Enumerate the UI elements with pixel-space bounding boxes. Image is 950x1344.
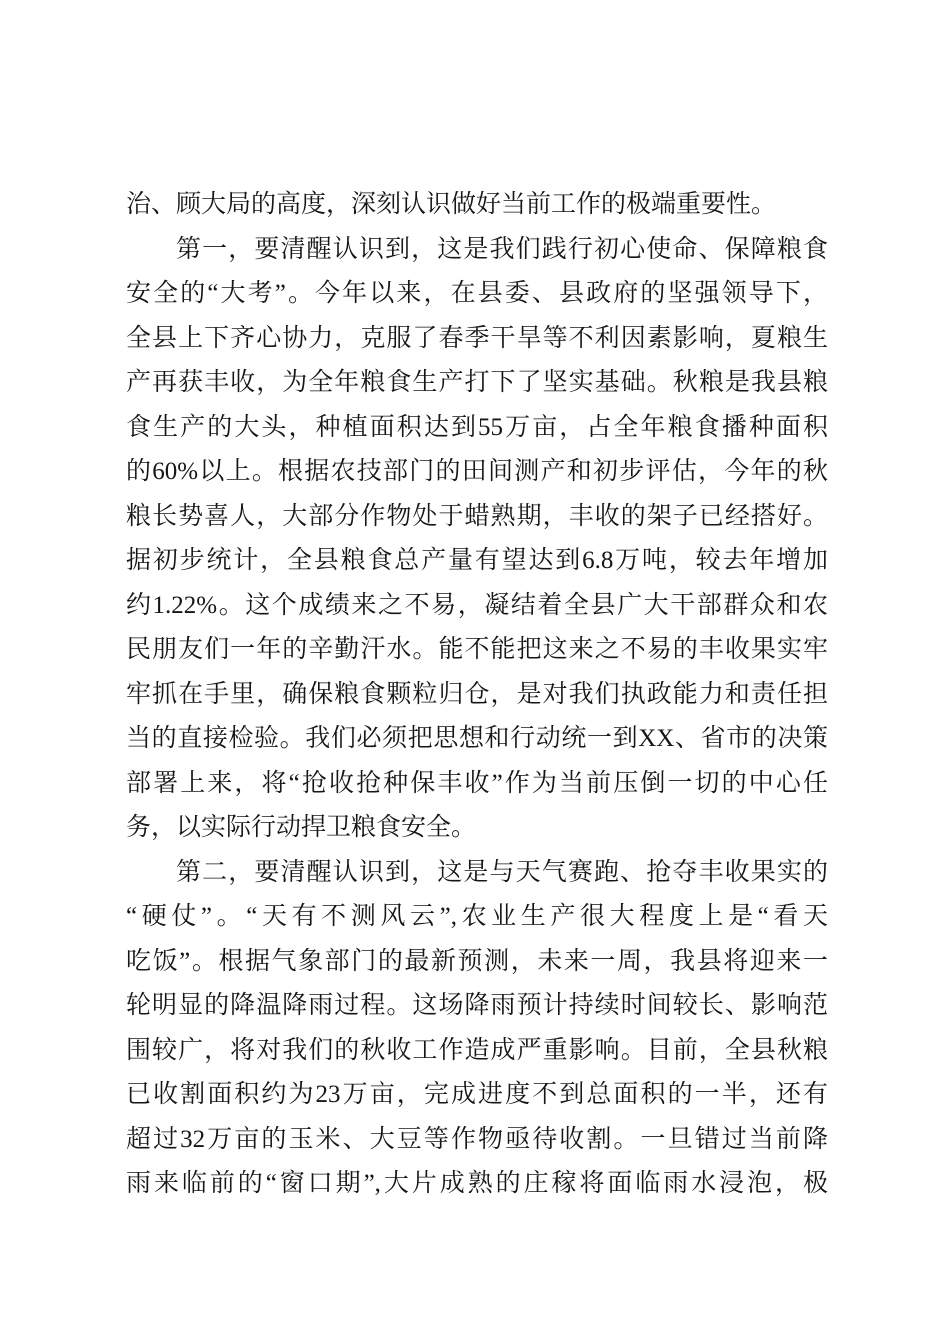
text-line: 第一，要清醒认识到，这是我们践行初心使命、保障粮食 <box>176 235 828 263</box>
text-line: 已收割面积约为23万亩，完成进度不到总面积的一半，还有 <box>126 1081 828 1108</box>
text-line: 安全的“大考”。今年以来，在县委、县政府的坚强领导下， <box>126 280 828 307</box>
text-line: 据初步统计，全县粮食总产量有望达到6.8万吨，较去年增加 <box>126 547 828 574</box>
text-line: 产再获丰收，为全年粮食生产打下了坚实基础。秋粮是我县粮 <box>126 369 828 396</box>
text-line: 食生产的大头，种植面积达到55万亩，占全年粮食播种面积 <box>126 413 828 441</box>
text-line: 粮长势喜人，大部分作物处于蜡熟期，丰收的架子已经搭好。 <box>126 502 828 530</box>
text-line: 第二，要清醒认识到，这是与天气赛跑、抢夺丰收果实的 <box>176 858 828 886</box>
text-line: 部署上来，将“抢收抢种保丰收”作为当前压倒一切的中心任 <box>126 769 828 797</box>
document-body <box>126 183 828 1207</box>
text-line: 的60%以上。根据农技部门的田间测产和初步评估，今年的秋 <box>126 458 828 485</box>
text-line: 民朋友们一年的辛勤汗水。能不能把这来之不易的丰收果实牢 <box>126 636 828 663</box>
text-line: 治、顾大局的高度，深刻认识做好当前工作的极端重要性。 <box>126 191 777 218</box>
text-line: “硬仗”。“天有不测风云”,农业生产很大程度上是“看天 <box>126 903 828 930</box>
text-line: 牢抓在手里，确保粮食颗粒归仓，是对我们执政能力和责任担 <box>126 680 828 708</box>
text-line: 约1.22%。这个成绩来之不易，凝结着全县广大干部群众和农 <box>126 591 828 619</box>
text-line: 轮明显的降温降雨过程。这场降雨预计持续时间较长、影响范 <box>126 992 828 1019</box>
text-line: 吃饭”。根据气象部门的最新预测，未来一周，我县将迎来一 <box>126 947 828 975</box>
text-line: 务，以实际行动捍卫粮食安全。 <box>126 814 477 841</box>
text-line: 超过32万亩的玉米、大豆等作物亟待收割。一旦错过当前降 <box>126 1125 828 1153</box>
text-line: 围较广，将对我们的秋收工作造成严重影响。目前，全县秋粮 <box>126 1036 828 1064</box>
text-line: 全县上下齐心协力，克服了春季干旱等不利因素影响，夏粮生 <box>126 324 828 352</box>
text-line: 当的直接检验。我们必须把思想和行动统一到XX、省市的决策 <box>126 725 828 752</box>
text-line: 雨来临前的“窗口期”,大片成熟的庄稼将面临雨水浸泡，极 <box>126 1170 828 1197</box>
